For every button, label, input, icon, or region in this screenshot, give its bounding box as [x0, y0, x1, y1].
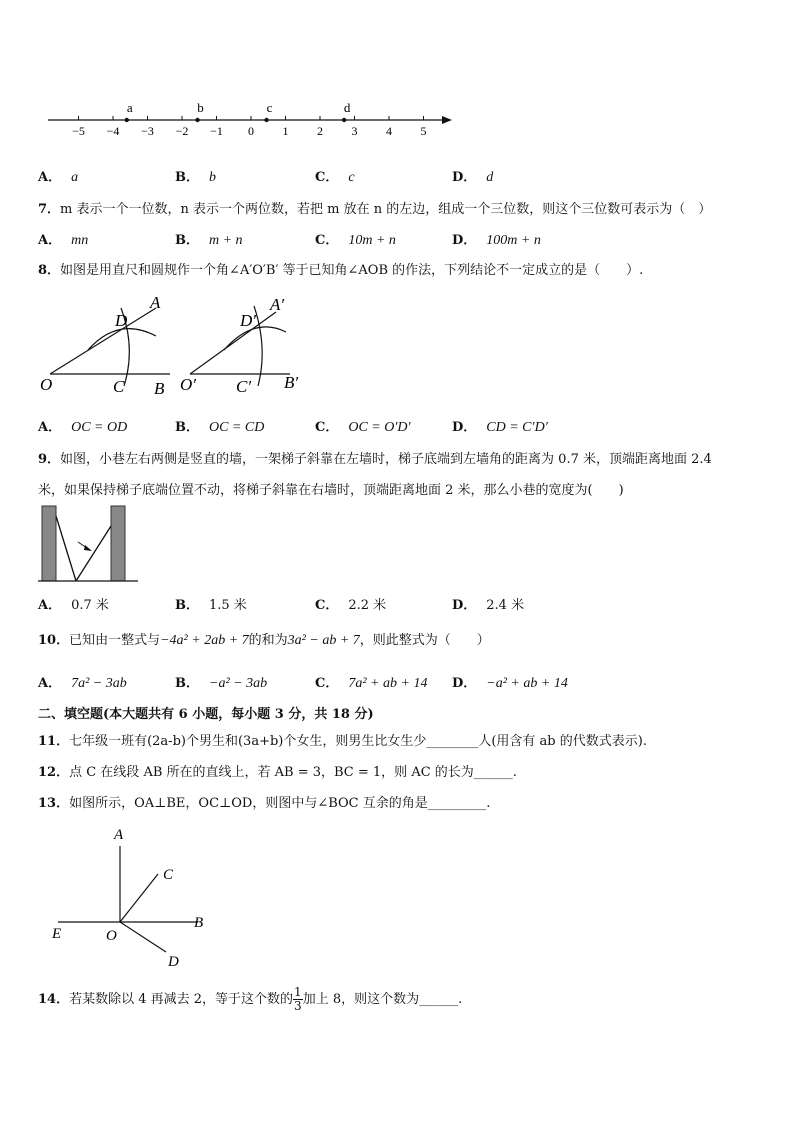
- q8-left-label-b: B: [154, 379, 165, 398]
- q8-option-c-text: OC = O′D′: [348, 420, 411, 435]
- number-line-point: [342, 118, 346, 122]
- q8-right-label-c: C′: [236, 377, 252, 396]
- q6-option-d-text: d: [486, 170, 494, 185]
- number-line-tick-label: 3: [351, 124, 358, 138]
- q10-stem: [38, 629, 490, 649]
- q14-fraction-numerator: 1: [294, 985, 302, 999]
- q13-label-b: B: [194, 915, 204, 931]
- q12-text: 点 C 在线段 AB 所在的直线上，若 AB = 3，BC = 1，则 AC 的长为______.: [69, 765, 517, 780]
- number-line-point: [125, 118, 129, 122]
- number-line-point: [195, 118, 199, 122]
- section-2-heading: 二、填空题(本大题共有 6 小题，每小题 3 分，共 18 分): [38, 707, 374, 722]
- q10-number: 10．: [38, 633, 70, 648]
- q10-option-a[interactable]: A． 7a² − 3ab: [38, 676, 127, 691]
- q9-option-c-text: 2.2 米: [348, 598, 387, 613]
- number-line-tick-label: 0: [248, 124, 254, 138]
- number-line-point-label: b: [197, 100, 204, 115]
- q8-option-b-text: OC = CD: [209, 420, 265, 435]
- number-line: [40, 96, 460, 141]
- q13-text: 如图所示，OA⊥BE，OC⊥OD，则图中与∠BOC 互余的角是_________.: [69, 796, 491, 811]
- q8-option-a[interactable]: A． OC = OD: [38, 420, 128, 435]
- q6-option-c[interactable]: C． c: [315, 170, 355, 185]
- q8-option-d-text: CD = C′D′: [486, 420, 548, 435]
- q7-option-a-text: mn: [71, 233, 89, 248]
- q9-option-a[interactable]: A． 0.7 米: [38, 598, 109, 613]
- q7-number: 7．: [38, 202, 61, 217]
- q8-right-label-a: A′: [270, 295, 285, 314]
- q14-text-b: 加上 8，则这个数为______.: [302, 992, 463, 1007]
- q7-option-d[interactable]: D． 100m + n: [452, 233, 541, 248]
- q7-option-c[interactable]: C． 10m + n: [315, 233, 396, 248]
- q7-option-c-text: 10m + n: [348, 233, 396, 248]
- q13-label-d: D: [168, 954, 179, 970]
- q14-fraction-denominator: 3: [294, 999, 302, 1013]
- q13-figure: [48, 824, 218, 972]
- q9-alley-figure: [38, 504, 142, 584]
- q9-option-a-text: 0.7 米: [71, 598, 109, 613]
- q10-expr-2: 3a² − ab + 7: [287, 633, 360, 648]
- q8-stem: [38, 259, 643, 278]
- q8-left-label-a: A: [150, 293, 161, 312]
- q6-option-a[interactable]: A． a: [38, 170, 79, 185]
- q13-label-c: C: [163, 867, 174, 883]
- q7-option-b-text: m + n: [209, 233, 243, 248]
- number-line-tick-label: 1: [282, 124, 289, 138]
- q9-option-d[interactable]: D． 2.4 米: [452, 598, 525, 613]
- q8-left-label-c: C: [113, 377, 125, 396]
- q13-label-a: A: [114, 827, 124, 843]
- q9-text-1: 如图，小巷左右两侧是竖直的墙，一架梯子斜靠在左墙时，梯子底端到左墙角的距离为 0.7 米，顶端距离地面 2.4: [60, 452, 712, 467]
- number-line-point: [264, 118, 268, 122]
- q14-stem: [38, 986, 462, 1013]
- q8-right-label-d: D′: [240, 311, 256, 330]
- number-line-point-label: a: [126, 100, 133, 115]
- q7-option-d-text: 100m + n: [486, 233, 541, 248]
- q8-figure-right: [178, 288, 308, 398]
- q10-expr-1: −4a² + 2ab + 7: [160, 633, 249, 648]
- q7-option-a[interactable]: A． mn: [38, 233, 89, 248]
- number-line-tick-label: 5: [420, 124, 427, 138]
- q10-option-b-text: −a² − 3ab: [209, 676, 268, 691]
- q13-label-o: O: [106, 928, 117, 944]
- number-line-tick-label: −2: [175, 124, 189, 138]
- q10-option-c[interactable]: C． 7a² + ab + 14: [315, 676, 428, 691]
- q8-option-c[interactable]: C． OC = O′D′: [315, 420, 411, 435]
- q7-text: m 表示一个一位数，n 表示一个两位数，若把 m 放在 n 的左边，组成一个三位数，则这个三位数可表示为（ ）: [60, 202, 712, 217]
- number-line-point-label: c: [266, 100, 273, 115]
- q11-number: 11．: [38, 734, 70, 749]
- number-line-point-label: d: [343, 100, 351, 115]
- q8-right-label-o: O′: [180, 375, 196, 394]
- number-line-tick-label: 4: [386, 124, 392, 138]
- number-line-tick-label: −4: [106, 124, 120, 138]
- q11-stem: [38, 730, 647, 749]
- q7-option-b[interactable]: B． m + n: [175, 233, 243, 248]
- q8-left-label-o: O: [40, 375, 53, 394]
- q6-option-b[interactable]: B． b: [175, 170, 216, 185]
- q13-number: 13．: [38, 796, 70, 811]
- q10-text-c: ，则此整式为（ ）: [359, 633, 490, 648]
- q10-option-b[interactable]: B． −a² − 3ab: [175, 676, 268, 691]
- q12-stem: [38, 761, 517, 780]
- q8-left-label-d: D: [115, 311, 128, 330]
- q14-number: 14．: [38, 992, 70, 1007]
- q9-option-b-text: 1.5 米: [209, 598, 247, 613]
- q8-option-a-text: OC = OD: [71, 420, 128, 435]
- q7-stem: [38, 198, 711, 217]
- q6-option-d[interactable]: D． d: [452, 170, 494, 185]
- q9-option-b[interactable]: B． 1.5 米: [175, 598, 247, 613]
- q13-label-e: E: [52, 926, 62, 942]
- q9-stem-line2: [38, 479, 624, 498]
- q9-option-d-text: 2.4 米: [486, 598, 525, 613]
- number-line-tick-label: −5: [72, 124, 85, 138]
- q13-stem: [38, 792, 490, 811]
- q11-text: 七年级一班有(2a-b)个男生和(3a+b)个女生，则男生比女生少________人(用含有 ab 的代数式表示).: [69, 734, 647, 749]
- q9-text-2: 米，如果保持梯子底端位置不动，将梯子斜靠在右墙时，顶端距离地面 2 米，那么小巷的宽度为( ): [38, 483, 624, 498]
- q14-fraction: [293, 986, 303, 1013]
- q8-option-d[interactable]: D． CD = C′D′: [452, 420, 548, 435]
- q14-text-a: 若某数除以 4 再减去 2，等于这个数的: [69, 992, 294, 1007]
- q9-option-c[interactable]: C． 2.2 米: [315, 598, 387, 613]
- q6-option-c-text: c: [348, 170, 355, 185]
- q6-option-b-text: b: [209, 170, 216, 185]
- q10-option-a-text: 7a² − 3ab: [71, 676, 127, 691]
- q10-option-d[interactable]: D． −a² + ab + 14: [452, 676, 568, 691]
- q8-right-label-b: B′: [284, 373, 299, 392]
- q8-option-b[interactable]: B． OC = CD: [175, 420, 265, 435]
- q6-option-a-text: a: [71, 170, 79, 185]
- q10-option-c-text: 7a² + ab + 14: [348, 676, 428, 691]
- q10-option-d-text: −a² + ab + 14: [486, 676, 568, 691]
- number-line-tick-label: −3: [141, 124, 154, 138]
- number-line-tick-label: −1: [210, 124, 223, 138]
- q8-text: 如图是用直尺和圆规作一个角∠A′O′B′ 等于已知角∠AOB 的作法，下列结论不一定成立的是（ ）.: [60, 263, 644, 278]
- q9-number: 9．: [38, 452, 61, 467]
- number-line-tick-label: 2: [317, 124, 323, 138]
- q10-text-a: 已知由一整式与: [69, 633, 161, 648]
- q8-figure-left: [38, 288, 178, 398]
- q12-number: 12．: [38, 765, 70, 780]
- q9-stem-line1: [38, 448, 712, 467]
- q10-text-b: 的和为: [248, 633, 288, 648]
- q8-number: 8．: [38, 263, 61, 278]
